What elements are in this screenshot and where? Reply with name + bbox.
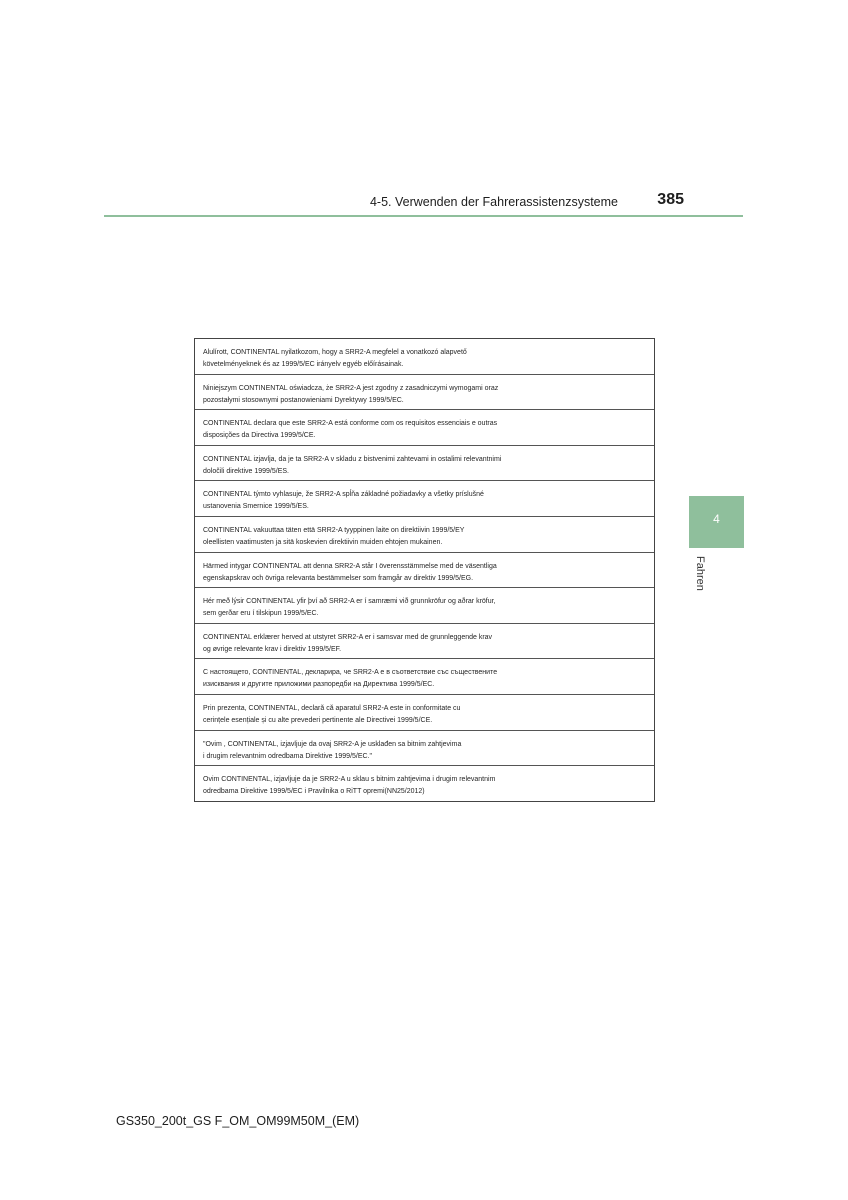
declaration-portuguese: CONTINENTAL declara que este SRR2-A está conforme com os requisitos essenciais e outras disposições da Directiva 1999/5/CE. — [195, 410, 654, 446]
chapter-label: Fahren — [694, 556, 706, 591]
declaration-swedish: Härmed intygar CONTINENTAL att denna SRR2-A står I överensstämmelse med de väsentliga egenskapskrav och övriga relevanta bestämmelser som framgår av direktiv 1999/5/EG. — [195, 553, 654, 589]
declaration-finnish: CONTINENTAL vakuuttaa täten että SRR2-A tyyppinen laite on direktiivin 1999/5/EY oleellisten vaatimusten ja sitä koskevien direktiivin muiden ehtojen mukainen. — [195, 517, 654, 553]
declaration-polish: Niniejszym CONTINENTAL oświadcza, że SRR2-A jest zgodny z zasadniczymi wymogami oraz pozostałymi stosownymi postanowieniami Dyrektywy 1999/5/EC. — [195, 375, 654, 411]
page-number: 385 — [657, 191, 684, 208]
footer-model-code: GS350_200t_GS F_OM_OM99M50M_(EM) — [116, 1114, 360, 1128]
declaration-croatian-1: "Ovim , CONTINENTAL, izjavljuje da ovaj SRR2-A je usklađen sa bitnim zahtjevima i drugim relevantnim odredbama Direktive 1999/5/EC." — [195, 731, 654, 767]
section-title: 4-5. Verwenden der Fahrerassistenzsysteme — [369, 195, 618, 209]
declaration-norwegian: CONTINENTAL erklærer herved at utstyret SRR2-A er i samsvar med de grunnleggende krav og øvrige relevante krav i direktiv 1999/5/EF. — [195, 624, 654, 660]
declaration-slovak: CONTINENTAL týmto vyhlasuje, že SRR2-A spĺňa základné požiadavky a všetky príslušné ustanovenia Smernice 1999/5/ES. — [195, 481, 654, 517]
declaration-bulgarian: С настоящето, CONTINENTAL, декларира, че SRR2-A е в съответствие със съществените изисквания и другите приложими разпоредби на Директива 1999/5/EC. — [195, 659, 654, 695]
chapter-number: 4 — [713, 512, 720, 526]
chapter-tab — [689, 496, 744, 548]
declaration-table — [194, 338, 655, 802]
declaration-icelandic: Hér með lýsir CONTINENTAL yfir því að SRR2-A er í samræmi við grunnkröfur og aðrar kröfur, sem gerðar eru í tilskipun 1999/5/EC. — [195, 588, 654, 624]
declaration-croatian-2: Ovim CONTINENTAL, izjavljuje da je SRR2-A u sklau s bitnim zahtjevima i drugim relevantnim odredbama Direktive 1999/5/EC i Pravilnika o RiTT opremi(NN25/2012) — [203, 776, 496, 796]
declaration-slovenian: CONTINENTAL izjavlja, da je ta SRR2-A v skladu z bistvenimi zahtevami in ostalimi relevantnimi določili direktive 1999/5/ES. — [195, 446, 654, 482]
declaration-romanian: Prin prezenta, CONTINENTAL, declară că aparatul SRR2-A este in conformitate cu cerințele esențiale și cu alte prevederi pertinente ale Directivei 1999/5/CE. — [195, 695, 654, 731]
declaration-hungarian: Alulírott, CONTINENTAL nyilatkozom, hogy a SRR2-A megfelel a vonatkozó alapvető követelményeknek és az 1999/5/EC irányelv egyéb előírásainak. — [195, 339, 654, 375]
header-divider — [104, 215, 743, 217]
